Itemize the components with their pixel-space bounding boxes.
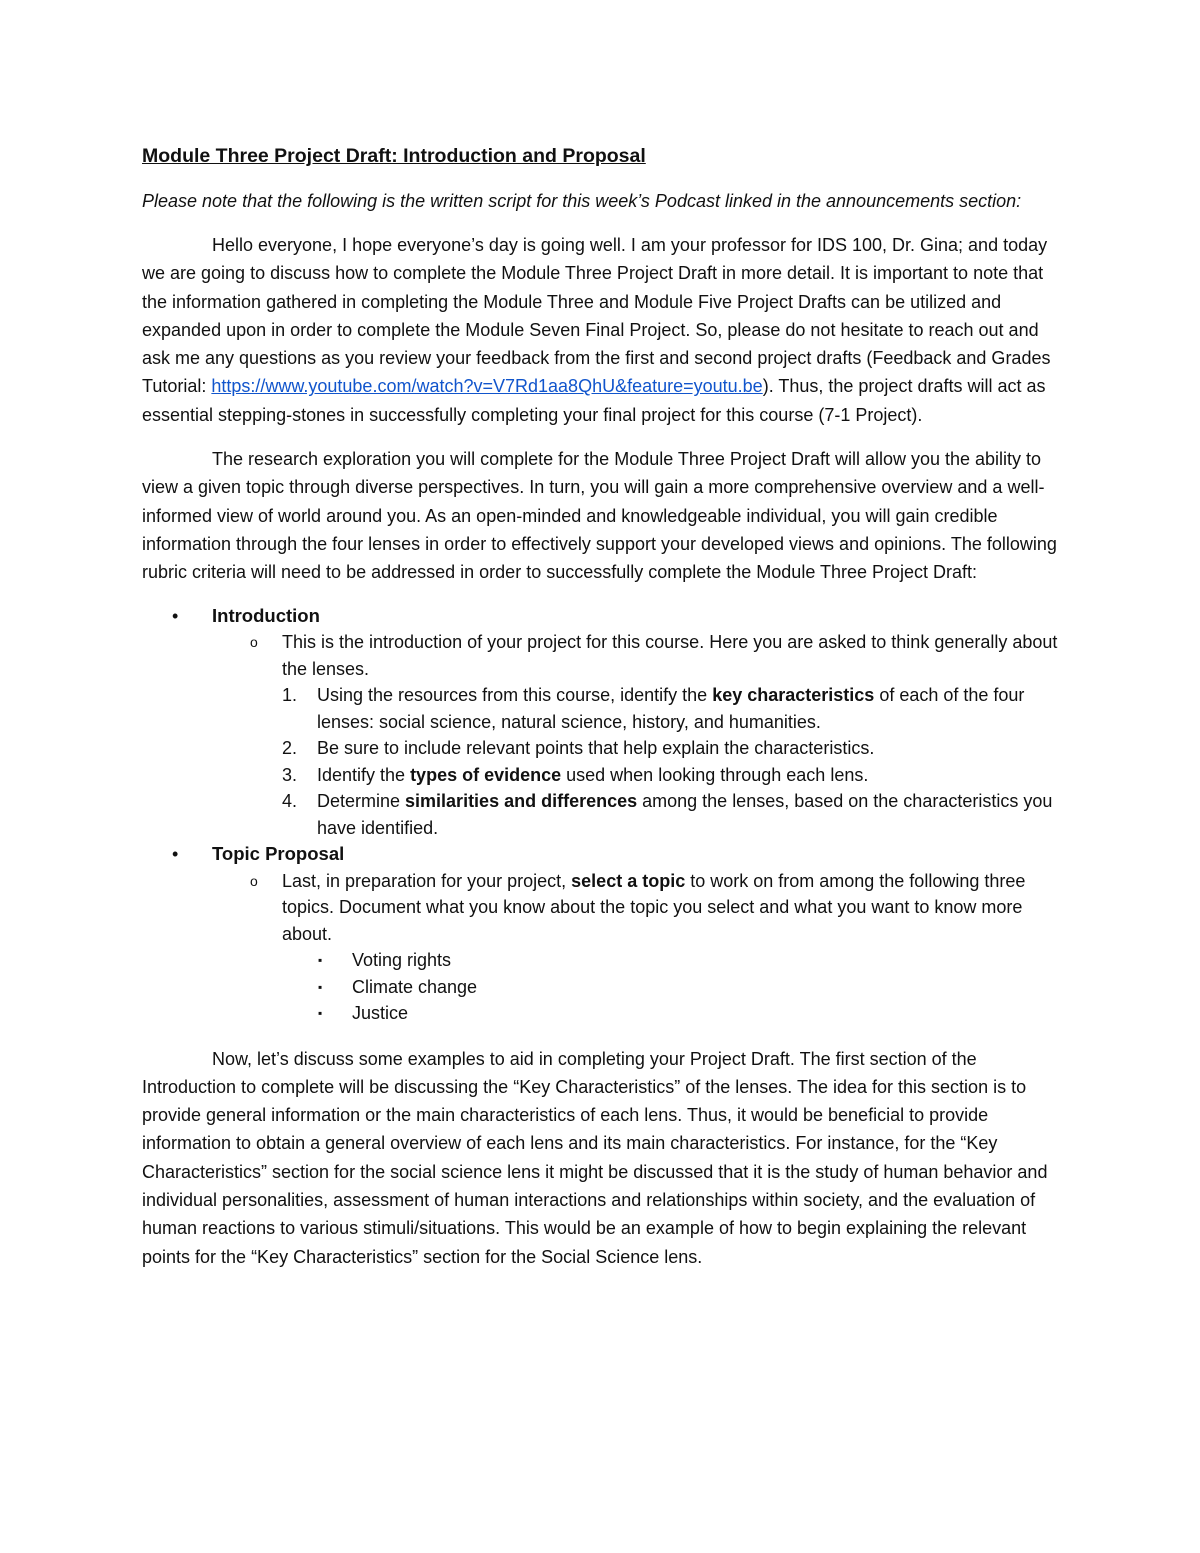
- square-bullet-marker: ▪: [318, 1006, 323, 1021]
- list-item-text: among the lenses, based on the characteristics you have identified.: [317, 791, 1053, 838]
- list-item-text: Identify the: [317, 764, 411, 785]
- list-number: 4.: [282, 791, 298, 812]
- list-number: 1.: [282, 685, 298, 706]
- criterion-topic-proposal: [142, 841, 1060, 1027]
- paragraph-intro: [142, 231, 1060, 429]
- topic-option: [282, 947, 1060, 974]
- criterion-heading: Topic Proposal: [212, 843, 345, 865]
- feedback-tutorial-link[interactable]: https://www.youtube.com/watch?v=V7Rd1aa8QhU&feature=youtu.be: [211, 376, 763, 397]
- topic-option: [282, 974, 1060, 1001]
- list-item-emphasis: similarities and differences: [405, 791, 638, 812]
- criterion-emphasis: select a topic: [571, 870, 686, 891]
- criterion-description-text: Last, in preparation for your project,: [282, 870, 572, 891]
- list-item-text: Determine: [317, 791, 406, 812]
- topic-option: [282, 1000, 1060, 1027]
- list-item: [282, 788, 1060, 841]
- topic-options-list: [282, 947, 1060, 1027]
- paragraph-research: The research exploration you will complete for the Module Three Project Draft will allow you the ability to view a given topic through diverse perspectives. In turn, you will gain a more comprehensive overview and a well-informed view of world around you. As an open-minded and knowledgeable individual, you will gain credible information through the four lenses in order to effectively support your developed views and opinions. The following rubric criteria will need to be addressed in order to successfully complete the Module Three Project Draft:: [142, 449, 1057, 583]
- introduction-steps: [282, 682, 1060, 841]
- bullet-marker: •: [172, 844, 179, 865]
- document-body: [142, 143, 1060, 1287]
- list-item-text: Be sure to include relevant points that help explain the characteristics.: [317, 738, 875, 759]
- criterion-description-text: to work on from among the following three topics. Document what you know about the topic you select and what you want to know more about.: [282, 870, 1026, 944]
- document-title: Module Three Project Draft: Introduction and Proposal: [142, 145, 646, 167]
- list-number: 2.: [282, 738, 298, 759]
- list-item-text: used when looking through each lens.: [561, 764, 869, 785]
- sub-bullet-marker: o: [250, 634, 258, 651]
- rubric-criteria-list: [142, 603, 1060, 1027]
- criterion-heading: Introduction: [212, 604, 320, 626]
- criterion-introduction: [142, 603, 1060, 842]
- criterion-description: [212, 629, 1060, 841]
- criterion-description-text: This is the introduction of your project for this course. Here you are asked to think generally about the lenses.: [282, 632, 1058, 679]
- list-item: [282, 682, 1060, 735]
- topic-option-text: Voting rights: [352, 950, 452, 971]
- list-item-text: of each of the four lenses: social science, natural science, history, and humanities.: [317, 685, 1025, 732]
- topic-option-text: Justice: [352, 1003, 409, 1024]
- list-number: 3.: [282, 764, 298, 785]
- square-bullet-marker: ▪: [318, 979, 323, 994]
- topic-option-text: Climate change: [352, 976, 478, 997]
- list-item-text: Using the resources from this course, identify the: [317, 685, 713, 706]
- podcast-note: Please note that the following is the written script for this week’s Podcast linked in the announcements section:: [142, 191, 1022, 211]
- sub-bullet-marker: o: [250, 872, 258, 889]
- bullet-marker: •: [172, 605, 179, 626]
- paragraph-intro-text-after: ). Thus, the project drafts will act as essential stepping-stones in successfully completing your final project for this course (7-1 Project).: [142, 376, 1046, 425]
- square-bullet-marker: ▪: [318, 953, 323, 968]
- list-item-emphasis: key characteristics: [712, 685, 875, 706]
- list-item-emphasis: types of evidence: [410, 764, 562, 785]
- list-item: [282, 735, 1060, 762]
- paragraph-examples: Now, let’s discuss some examples to aid in completing your Project Draft. The first section of the Introduction to complete will be discussing the “Key Characteristics” of the lenses. The idea for this section is to provide general information or the main characteristics of each lens. Thus, it would be beneficial to provide information to obtain a general overview of each lens and its main characteristics. For instance, for the “Key Characteristics” section for the social science lens it might be discussed that it is the study of human behavior and individual personalities, assessment of human interactions and relationships within society, and the evaluation of human reactions to various stimuli/situations. This would be an example of how to begin explaining the relevant points for the “Key Characteristics” section for the Social Science lens.: [142, 1048, 1048, 1267]
- criterion-description: [212, 868, 1060, 1027]
- paragraph-intro-text-before: Hello everyone, I hope everyone’s day is going well. I am your professor for IDS 100, Dr. Gina; and today we are going to discuss how to complete the Module Three Project Draft in more detail. It is important to note that the information gathered in completing the Module Three and Module Five Project Drafts can be utilized and expanded upon in order to complete the Module Seven Final Project. So, please do not hesitate to reach out and ask me any questions as you review your feedback from the first and second project drafts (Feedback and Grades Tutorial:: [142, 235, 1051, 397]
- list-item: [282, 762, 1060, 789]
